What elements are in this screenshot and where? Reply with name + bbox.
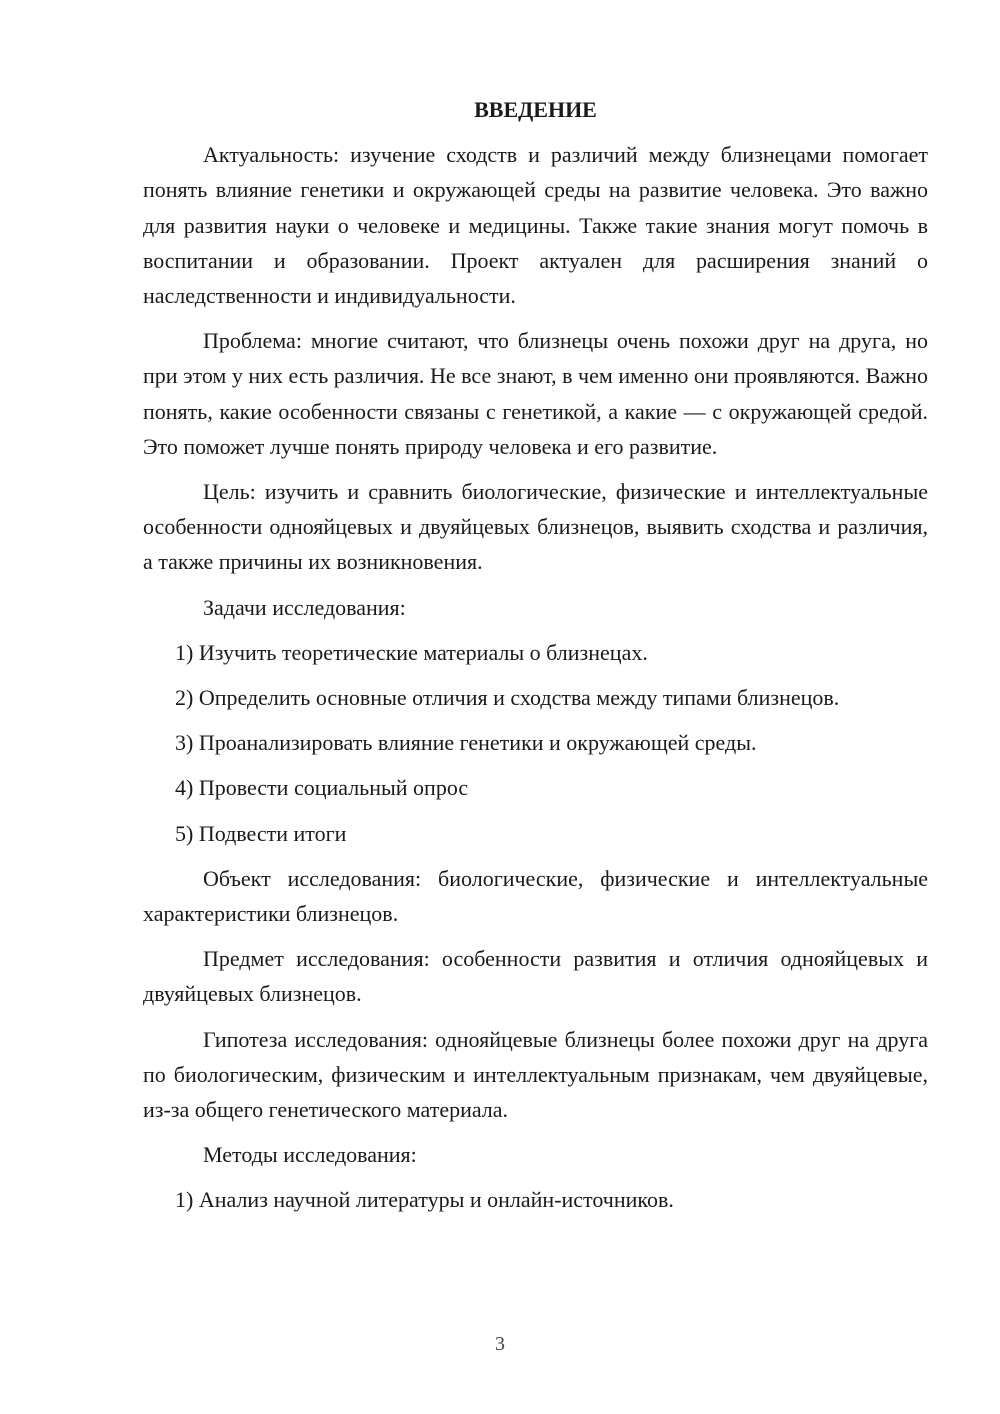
list-item: 4) Провести социальный опрос [175,775,469,801]
tasks-title: Задачи исследования: [203,594,406,620]
list-item: 3) Проанализировать влияние генетики и окружающей среды. [175,730,757,756]
goal-paragraph: Цель: изучить и сравнить биологические, физические и интеллектуальные особенности однояйцевых и двуяйцевых близнецов, выявить сходства и различия, а также причины их возникновения. [143,479,928,575]
methods-title: Методы исследования: [203,1142,417,1168]
list-item: 2) Определить основные отличия и сходства между типами близнецов. [175,685,840,711]
tasks-list [143,635,928,851]
list-item: 1) Анализ научной литературы и онлайн-источников. [175,1187,674,1213]
page-number: 3 [495,1333,505,1355]
methods-list [143,1182,928,1217]
list-item: 5) Подвести итоги [175,820,347,846]
section-heading: ВВЕДЕНИЕ [474,97,597,122]
hypothesis-paragraph: Гипотеза исследования: однояйцевые близнецы более похожи друг на друга по биологическим, физическим и интеллектуальным признакам, чем двуяйцевые, из-за общего генетического материала. [143,1026,928,1123]
object-paragraph: Объект исследования: биологические, физические и интеллектуальные характеристики близнецов. [143,865,928,927]
subject-paragraph: Предмет исследования: особенности развития и отличия однояйцевых и двуяйцевых близнецов. [143,946,928,1007]
problem-paragraph: Проблема: многие считают, что близнецы очень похожи друг на друга, но при этом у них есть различия. Не все знают, в чем именно они проявляются. Важно понять, какие особенности связаны с генетикой, а какие — с окружающей средой. Это поможет лучше понять природу человека и его развитие. [143,328,928,459]
list-item: 1) Изучить теоретические материалы о близнецах. [175,639,648,665]
document-page [143,92,928,1228]
relevance-paragraph: Актуальность: изучение сходств и различий между близнецами помогает понять влияние генетики и окружающей среды на развитие человека. Это важно для развития науки о человеке и медицины. Также такие знания могут помочь в воспитании и образовании. Проект актуален для расширения знаний о наследственности и индивидуальности. [143,142,928,309]
